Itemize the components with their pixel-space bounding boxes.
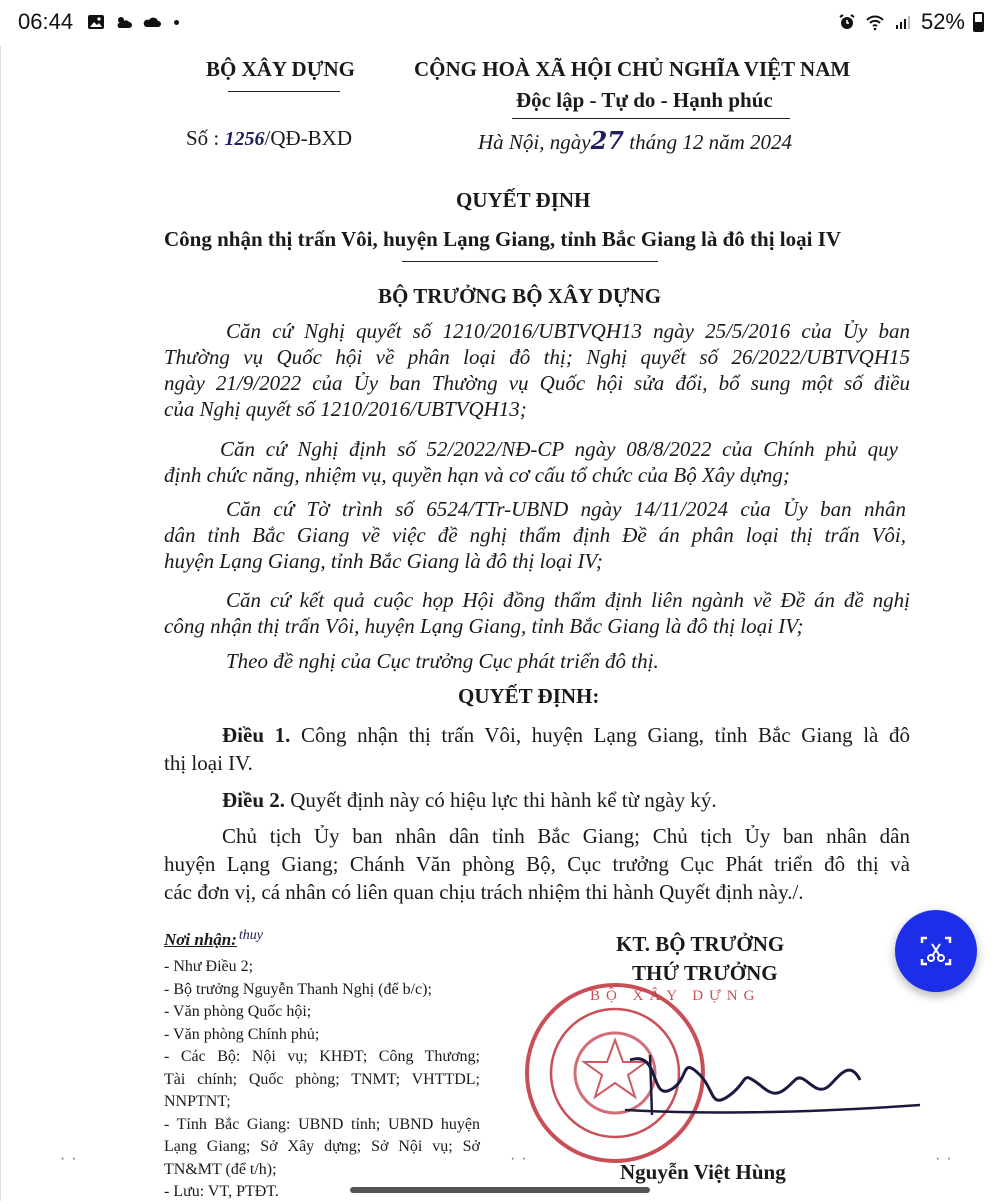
- basis-paragraph-4: [164, 587, 910, 639]
- basis-paragraph-5: [226, 648, 659, 674]
- article-1-label: Điều 1.: [222, 723, 291, 747]
- basis-1-line-3: ngày 21/9/2022 của Ủy ban Thường vụ Quốc hội sửa đổi, bổ sung một số điều: [164, 371, 910, 395]
- weather-icon: [114, 12, 134, 32]
- date-prefix: Hà Nội, ngày: [478, 130, 591, 154]
- stamp-text: BỘ XÂY DỰNG: [590, 988, 761, 1004]
- document-title: QUYẾT ĐỊNH: [456, 188, 591, 212]
- motto-underline: [512, 118, 790, 119]
- basis-paragraph-3: [164, 496, 906, 574]
- national-motto: Độc lập - Tự do - Hạnh phúc: [516, 88, 773, 112]
- recipient-item: Lạng Giang; Sở Xây dựng; Sở Nội vụ; Sở: [164, 1138, 480, 1155]
- document-number: [186, 126, 352, 151]
- signer-role-2: THỨ TRƯỞNG: [632, 961, 778, 985]
- recipient-item: - Tỉnh Bắc Giang: UBND tỉnh; UBND huyện: [164, 1115, 480, 1133]
- alarm-icon: [837, 12, 857, 32]
- ministry-underline: [228, 91, 340, 92]
- recipients-scribble: thuy: [238, 928, 264, 943]
- page-edge-mark-left: ··: [60, 1150, 83, 1167]
- article-3: [164, 822, 910, 906]
- number-suffix: /QĐ-BXD: [264, 126, 353, 150]
- article-2: [222, 787, 717, 813]
- article-3-line-3: các đơn vị, cá nhân có liên quan chịu trách nhiệm thi hành Quyết định này./.: [164, 880, 804, 904]
- article-1-text: Công nhận thị trấn Vôi, huyện Lạng Giang, tỉnh Bắc Giang là đô: [290, 723, 910, 747]
- page-edge-mark-center: ··: [510, 1150, 533, 1167]
- recipient-item: Tài chính; Quốc phòng; TNMT; VHTTDL;: [164, 1070, 480, 1088]
- article-1: [164, 722, 910, 776]
- basis-1-line-4: của Nghị quyết số 1210/2016/UBTVQH13;: [164, 397, 527, 421]
- date-suffix: tháng 12 năm 2024: [623, 130, 792, 154]
- document-date: [478, 126, 792, 155]
- basis-paragraph-1: [164, 318, 910, 422]
- screenshot-scissors-icon: [916, 931, 956, 971]
- number-handwritten: 1256: [224, 128, 265, 150]
- dot-icon: [174, 20, 179, 25]
- recipients-list: [164, 956, 480, 1200]
- status-right-icons: [837, 9, 984, 35]
- basis-3-line-2: dân tỉnh Bắc Giang về việc đề nghị thẩm định Đề án phân loại thị trấn Vôi,: [164, 523, 906, 547]
- cloud-icon: [142, 12, 162, 32]
- article-2-label: Điều 2.: [222, 788, 285, 812]
- recipient-item: - Văn phòng Quốc hội;: [164, 1003, 312, 1020]
- signer-role-1: KT. BỘ TRƯỞNG: [616, 932, 785, 956]
- screenshot-edit-button[interactable]: [895, 910, 977, 992]
- home-indicator[interactable]: [350, 1187, 650, 1193]
- wifi-icon: [865, 12, 885, 32]
- recipient-item: - Lưu: VT, PTĐT.: [164, 1183, 279, 1200]
- recipients-label: Nơi nhận:: [164, 930, 237, 949]
- page-edge-mark-right: ··: [935, 1150, 958, 1167]
- article-2-text: Quyết định này có hiệu lực thi hành kể từ ngày ký.: [285, 788, 717, 812]
- battery-icon: [973, 12, 984, 32]
- recipient-item: - Bộ trưởng Nguyễn Thanh Nghị (để b/c);: [164, 980, 432, 998]
- article-1-line-2: thị loại IV.: [164, 751, 253, 775]
- basis-3-line-1: Căn cứ Tờ trình số 6524/TTr-UBND ngày 14/11/2024 của Ủy ban nhân: [226, 497, 906, 521]
- recipient-item: NNPTNT;: [164, 1093, 231, 1110]
- basis-1-line-2: Thường vụ Quốc hội về phân loại đô thị; Nghị quyết số 26/2022/UBTVQH15: [164, 345, 910, 369]
- article-1-line-1: [164, 722, 910, 748]
- recipient-item: - Như Điều 2;: [164, 958, 254, 975]
- basis-4-line-1: Căn cứ kết quả cuộc họp Hội đồng thẩm định liên ngành về Đề án đề nghị: [226, 588, 910, 612]
- status-left-icons: [86, 12, 179, 32]
- battery-percent: 52%: [920, 9, 965, 34]
- recipient-item: - Văn phòng Chính phủ;: [164, 1025, 320, 1043]
- date-day-handwritten: 27: [590, 126, 624, 155]
- authority-heading: BỘ TRƯỞNG BỘ XÂY DỰNG: [378, 284, 662, 308]
- decision-heading: QUYẾT ĐỊNH:: [458, 684, 600, 708]
- signer-name: Nguyễn Việt Hùng: [620, 1160, 786, 1184]
- article-3-line-1: Chủ tịch Ủy ban nhân dân tỉnh Bắc Giang; Chủ tịch Ủy ban nhân dân: [222, 824, 910, 848]
- basis-2-line-2: định chức năng, nhiệm vụ, quyền hạn và cơ cấu tổ chức của Bộ Xây dựng;: [164, 463, 790, 487]
- ministry-name: BỘ XÂY DỰNG: [206, 57, 355, 81]
- status-time: 06:44: [18, 9, 74, 34]
- basis-paragraph-2: [164, 436, 898, 488]
- recipient-item: - Các Bộ: Nội vụ; KHĐT; Công Thương;: [164, 1048, 480, 1065]
- basis-1-line-1: Căn cứ Nghị quyết số 1210/2016/UBTVQH13 ngày 25/5/2016 của Ủy ban: [226, 319, 910, 343]
- basis-3-line-3: huyện Lạng Giang, tỉnh Bắc Giang là đô thị loại IV;: [164, 549, 603, 573]
- basis-5-line-1: Theo đề nghị của Cục trưởng Cục phát triển đô thị.: [226, 649, 659, 673]
- republic-name: CỘNG HOÀ XÃ HỘI CHỦ NGHĨA VIỆT NAM: [414, 57, 851, 81]
- signal-icon: [893, 12, 913, 32]
- page-edge: [0, 46, 1, 1201]
- subtitle-underline: [402, 261, 658, 262]
- document-subtitle: Công nhận thị trấn Vôi, huyện Lạng Giang, tỉnh Bắc Giang là đô thị loại IV: [164, 227, 842, 251]
- recipients-heading: [164, 930, 263, 950]
- basis-2-line-1: Căn cứ Nghị định số 52/2022/NĐ-CP ngày 08/8/2022 của Chính phủ quy: [220, 437, 898, 461]
- article-3-line-2: huyện Lạng Giang; Chánh Văn phòng Bộ, Cục trưởng Cục Phát triển đô thị và: [164, 852, 910, 876]
- number-prefix: Số :: [186, 126, 225, 150]
- signature: [620, 1040, 930, 1130]
- basis-4-line-2: công nhận thị trấn Vôi, huyện Lạng Giang, tỉnh Bắc Giang là đô thị loại IV;: [164, 614, 804, 638]
- recipient-item: TN&MT (để t/h);: [164, 1160, 277, 1178]
- image-icon: [86, 12, 106, 32]
- status-bar: [0, 0, 1000, 46]
